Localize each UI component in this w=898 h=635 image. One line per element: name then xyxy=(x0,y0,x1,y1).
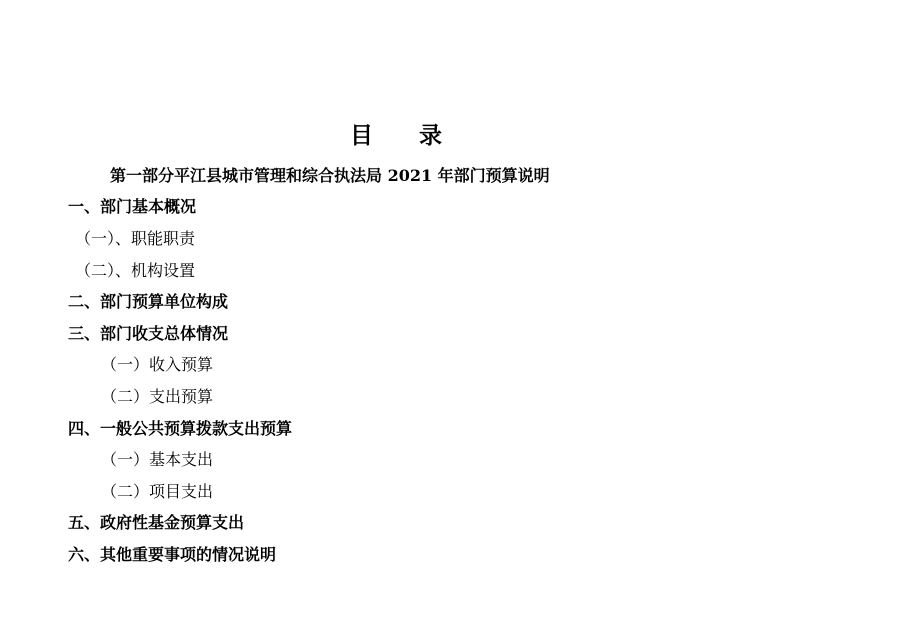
toc-title: 目 录 xyxy=(350,122,442,149)
toc-entry-section-5: 五、政府性基金预算支出 xyxy=(68,513,245,533)
toc-entry-part1-heading: 第一部分平江县城市管理和综合执法局 2021 年部门预算说明 xyxy=(110,165,550,185)
toc-entry-section-6: 六、其他重要事项的情况说明 xyxy=(68,544,277,564)
toc-entry-section-1: 一、部门基本概况 xyxy=(68,197,197,217)
toc-entry-section-3-1: （一）收入预算 xyxy=(101,355,214,375)
toc-entry-section-1-1: （一）、职能职责 xyxy=(75,228,196,248)
toc-entry-section-2: 二、部门预算单位构成 xyxy=(68,292,229,312)
toc-entry-section-3-2: （二）支出预算 xyxy=(101,386,214,406)
toc-entry-section-1-2: （二）、机构设置 xyxy=(75,260,196,280)
toc-entry-section-3: 三、部门收支总体情况 xyxy=(68,323,229,343)
toc-list xyxy=(68,160,768,571)
toc-entry-section-4-2: （二）项目支出 xyxy=(101,481,214,501)
toc-entry-section-4: 四、一般公共预算拨款支出预算 xyxy=(68,418,293,438)
toc-entry-section-4-1: （一）基本支出 xyxy=(101,450,214,470)
